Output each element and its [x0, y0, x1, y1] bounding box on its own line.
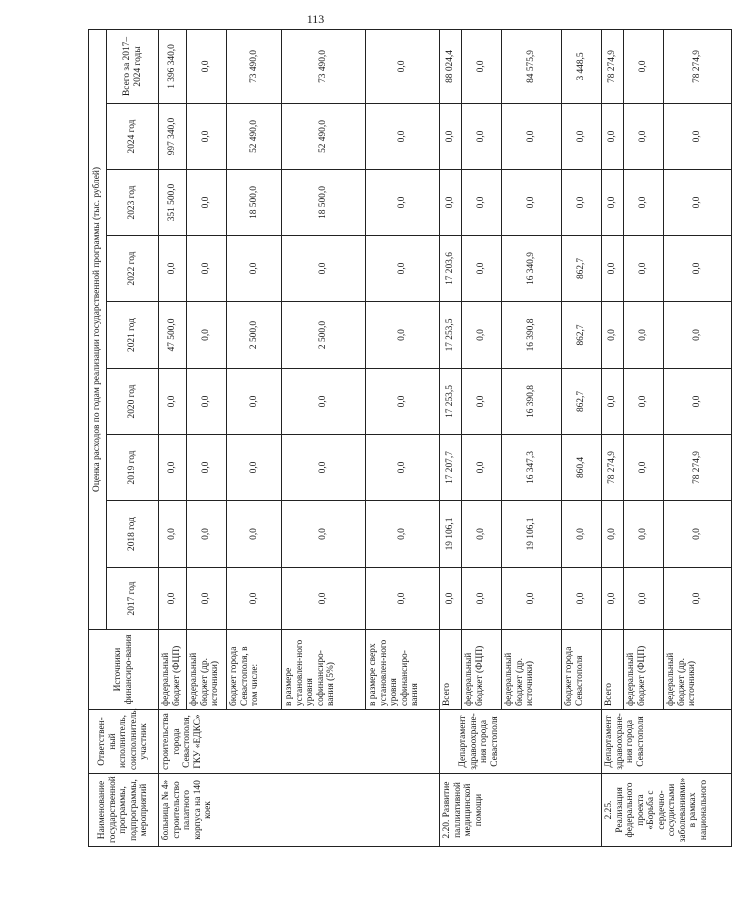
source-cell: федеральный бюджет (др. источники)	[664, 630, 732, 710]
value-cell: 18 500,0	[282, 170, 366, 236]
value-cell: 0,0	[602, 236, 624, 302]
value-cell: 0,0	[602, 302, 624, 369]
value-cell: 0,0	[282, 435, 366, 501]
value-cell: 47 500,0	[159, 302, 187, 369]
value-cell: 17 253,5	[440, 369, 462, 435]
rotated-table-wrapper	[88, 30, 709, 847]
value-cell: 0,0	[159, 501, 187, 568]
source-cell: Всего	[440, 630, 462, 710]
value-cell: 0,0	[624, 568, 664, 630]
value-cell: 0,0	[366, 236, 440, 302]
value-cell: 0,0	[282, 568, 366, 630]
value-cell: 0,0	[562, 104, 602, 170]
header-name: Наименование государственной программы, подпрограммы, мероприятий	[89, 774, 159, 847]
value-cell: 860,4	[562, 435, 602, 501]
header-year: 2022 год	[107, 236, 159, 302]
value-cell: 862,7	[562, 302, 602, 369]
value-cell: 0,0	[624, 302, 664, 369]
responsible-cell: строительства города Севастополя, ГКУ «ЕДКС»	[159, 710, 440, 774]
value-cell: 0,0	[624, 369, 664, 435]
table-row	[440, 29, 462, 846]
value-cell: 16 340,9	[502, 236, 562, 302]
value-cell: 0,0	[187, 568, 227, 630]
value-cell: 18 500,0	[227, 170, 282, 236]
header-year: 2019 год	[107, 435, 159, 501]
total-cell: 78 274,9	[664, 29, 732, 103]
responsible-cell: Департамент здравоохране-ния города Севастополя	[440, 710, 602, 774]
source-cell: Всего	[602, 630, 624, 710]
value-cell: 0,0	[624, 501, 664, 568]
value-cell: 0,0	[187, 501, 227, 568]
value-cell: 0,0	[159, 435, 187, 501]
value-cell: 0,0	[664, 302, 732, 369]
total-cell: 0,0	[187, 29, 227, 103]
value-cell: 0,0	[366, 501, 440, 568]
source-cell: федеральный бюджет (др. источники)	[502, 630, 562, 710]
value-cell: 0,0	[366, 302, 440, 369]
source-cell: федеральный бюджет (ФЦП)	[159, 630, 187, 710]
value-cell: 0,0	[664, 104, 732, 170]
page-number: 113	[306, 12, 325, 26]
source-cell: федеральный бюджет (ФЦП)	[462, 630, 502, 710]
value-cell: 2 500,0	[282, 302, 366, 369]
source-cell: бюджет города Севастополя	[562, 630, 602, 710]
value-cell: 0,0	[462, 501, 502, 568]
value-cell: 862,7	[562, 236, 602, 302]
value-cell: 0,0	[462, 435, 502, 501]
value-cell: 0,0	[159, 236, 187, 302]
value-cell: 0,0	[282, 369, 366, 435]
value-cell: 17 203,6	[440, 236, 462, 302]
budget-table	[88, 29, 732, 847]
value-cell: 17 207,7	[440, 435, 462, 501]
header-year: 2024 год	[107, 104, 159, 170]
value-cell: 0,0	[562, 170, 602, 236]
value-cell: 0,0	[462, 236, 502, 302]
value-cell: 16 390,8	[502, 302, 562, 369]
value-cell: 0,0	[462, 104, 502, 170]
header-year: 2017 год	[107, 568, 159, 630]
value-cell: 17 253,5	[440, 302, 462, 369]
value-cell: 0,0	[502, 568, 562, 630]
header-year: 2020 год	[107, 369, 159, 435]
header-row-1	[89, 29, 107, 846]
value-cell: 0,0	[187, 435, 227, 501]
value-cell: 0,0	[462, 568, 502, 630]
program-name-cell: 2.20. Развитие паллиативной медицинской помощи	[440, 774, 602, 847]
value-cell: 0,0	[187, 104, 227, 170]
program-name-cell: 2.25. Реализация федерального проекта «Борьба с сердечно-сосудистыми заболеваниями» в рамках национального	[602, 774, 732, 847]
value-cell: 0,0	[366, 568, 440, 630]
source-cell: бюджет города Севастополя, в том числе:	[227, 630, 282, 710]
value-cell: 0,0	[187, 302, 227, 369]
total-cell: 73 490,0	[227, 29, 282, 103]
value-cell: 0,0	[664, 568, 732, 630]
total-cell: 0,0	[462, 29, 502, 103]
value-cell: 0,0	[282, 501, 366, 568]
value-cell: 351 500,0	[159, 170, 187, 236]
source-cell: в размере установлен-ного уровня софинансиро-вания (5%)	[282, 630, 366, 710]
value-cell: 0,0	[366, 369, 440, 435]
value-cell: 0,0	[602, 501, 624, 568]
value-cell: 0,0	[462, 170, 502, 236]
total-cell: 3 448,5	[562, 29, 602, 103]
value-cell: 52 490,0	[227, 104, 282, 170]
value-cell: 0,0	[227, 568, 282, 630]
value-cell: 0,0	[366, 435, 440, 501]
responsible-cell: Департамент здравоохране-ния города Севастополя	[602, 710, 732, 774]
source-cell: в размере сверх установлен-ного уровня софинансиро-вания	[366, 630, 440, 710]
value-cell: 0,0	[440, 568, 462, 630]
value-cell: 19 106,1	[502, 501, 562, 568]
header-responsible: Ответствен-ный исполнитель, соисполнитель, участник	[89, 710, 159, 774]
source-cell: федеральный бюджет (др. источники)	[187, 630, 227, 710]
source-cell: федеральный бюджет (ФЦП)	[624, 630, 664, 710]
value-cell: 0,0	[664, 236, 732, 302]
total-cell: 73 490,0	[282, 29, 366, 103]
header-year: 2023 год	[107, 170, 159, 236]
value-cell: 0,0	[462, 369, 502, 435]
value-cell: 0,0	[187, 170, 227, 236]
value-cell: 16 390,8	[502, 369, 562, 435]
total-cell: 0,0	[624, 29, 664, 103]
value-cell: 0,0	[440, 170, 462, 236]
value-cell: 0,0	[602, 170, 624, 236]
total-cell: 88 024,4	[440, 29, 462, 103]
value-cell: 16 347,3	[502, 435, 562, 501]
value-cell: 0,0	[624, 104, 664, 170]
program-name-cell: больница № 4» строительство палатного корпуса на 140 коек	[159, 774, 440, 847]
value-cell: 0,0	[502, 170, 562, 236]
value-cell: 0,0	[664, 501, 732, 568]
value-cell: 2 500,0	[227, 302, 282, 369]
value-cell: 78 274,9	[664, 435, 732, 501]
value-cell: 0,0	[562, 501, 602, 568]
header-year: 2021 год	[107, 302, 159, 369]
value-cell: 997 340,0	[159, 104, 187, 170]
header-year: 2018 год	[107, 501, 159, 568]
total-cell: 84 575,9	[502, 29, 562, 103]
value-cell: 0,0	[282, 236, 366, 302]
value-cell: 0,0	[159, 568, 187, 630]
value-cell: 0,0	[624, 170, 664, 236]
value-cell: 0,0	[624, 236, 664, 302]
table-row	[159, 29, 187, 846]
value-cell: 0,0	[602, 369, 624, 435]
value-cell: 19 106,1	[440, 501, 462, 568]
header-sources: Источники финансиро-вания	[89, 630, 159, 710]
value-cell: 0,0	[664, 369, 732, 435]
value-cell: 0,0	[440, 104, 462, 170]
value-cell: 0,0	[462, 302, 502, 369]
total-cell: 0,0	[366, 29, 440, 103]
value-cell: 52 490,0	[282, 104, 366, 170]
value-cell: 0,0	[227, 236, 282, 302]
value-cell: 0,0	[227, 369, 282, 435]
value-cell: 0,0	[187, 236, 227, 302]
value-cell: 862,7	[562, 369, 602, 435]
total-cell: 1 396 340,0	[159, 29, 187, 103]
value-cell: 0,0	[664, 170, 732, 236]
value-cell: 78 274,9	[602, 435, 624, 501]
value-cell: 0,0	[366, 170, 440, 236]
header-estimate: Оценка расходов по годам реализации государственной программы (тыс. рублей)	[89, 29, 107, 629]
table-body	[159, 29, 732, 846]
value-cell: 0,0	[602, 104, 624, 170]
header-total: Всего за 2017–2024 годы	[107, 29, 159, 103]
total-cell: 78 274,9	[602, 29, 624, 103]
value-cell: 0,0	[562, 568, 602, 630]
value-cell: 0,0	[159, 369, 187, 435]
value-cell: 0,0	[227, 501, 282, 568]
value-cell: 0,0	[602, 568, 624, 630]
value-cell: 0,0	[227, 435, 282, 501]
table-row	[602, 29, 624, 846]
value-cell: 0,0	[366, 104, 440, 170]
value-cell: 0,0	[187, 369, 227, 435]
value-cell: 0,0	[624, 435, 664, 501]
value-cell: 0,0	[502, 104, 562, 170]
